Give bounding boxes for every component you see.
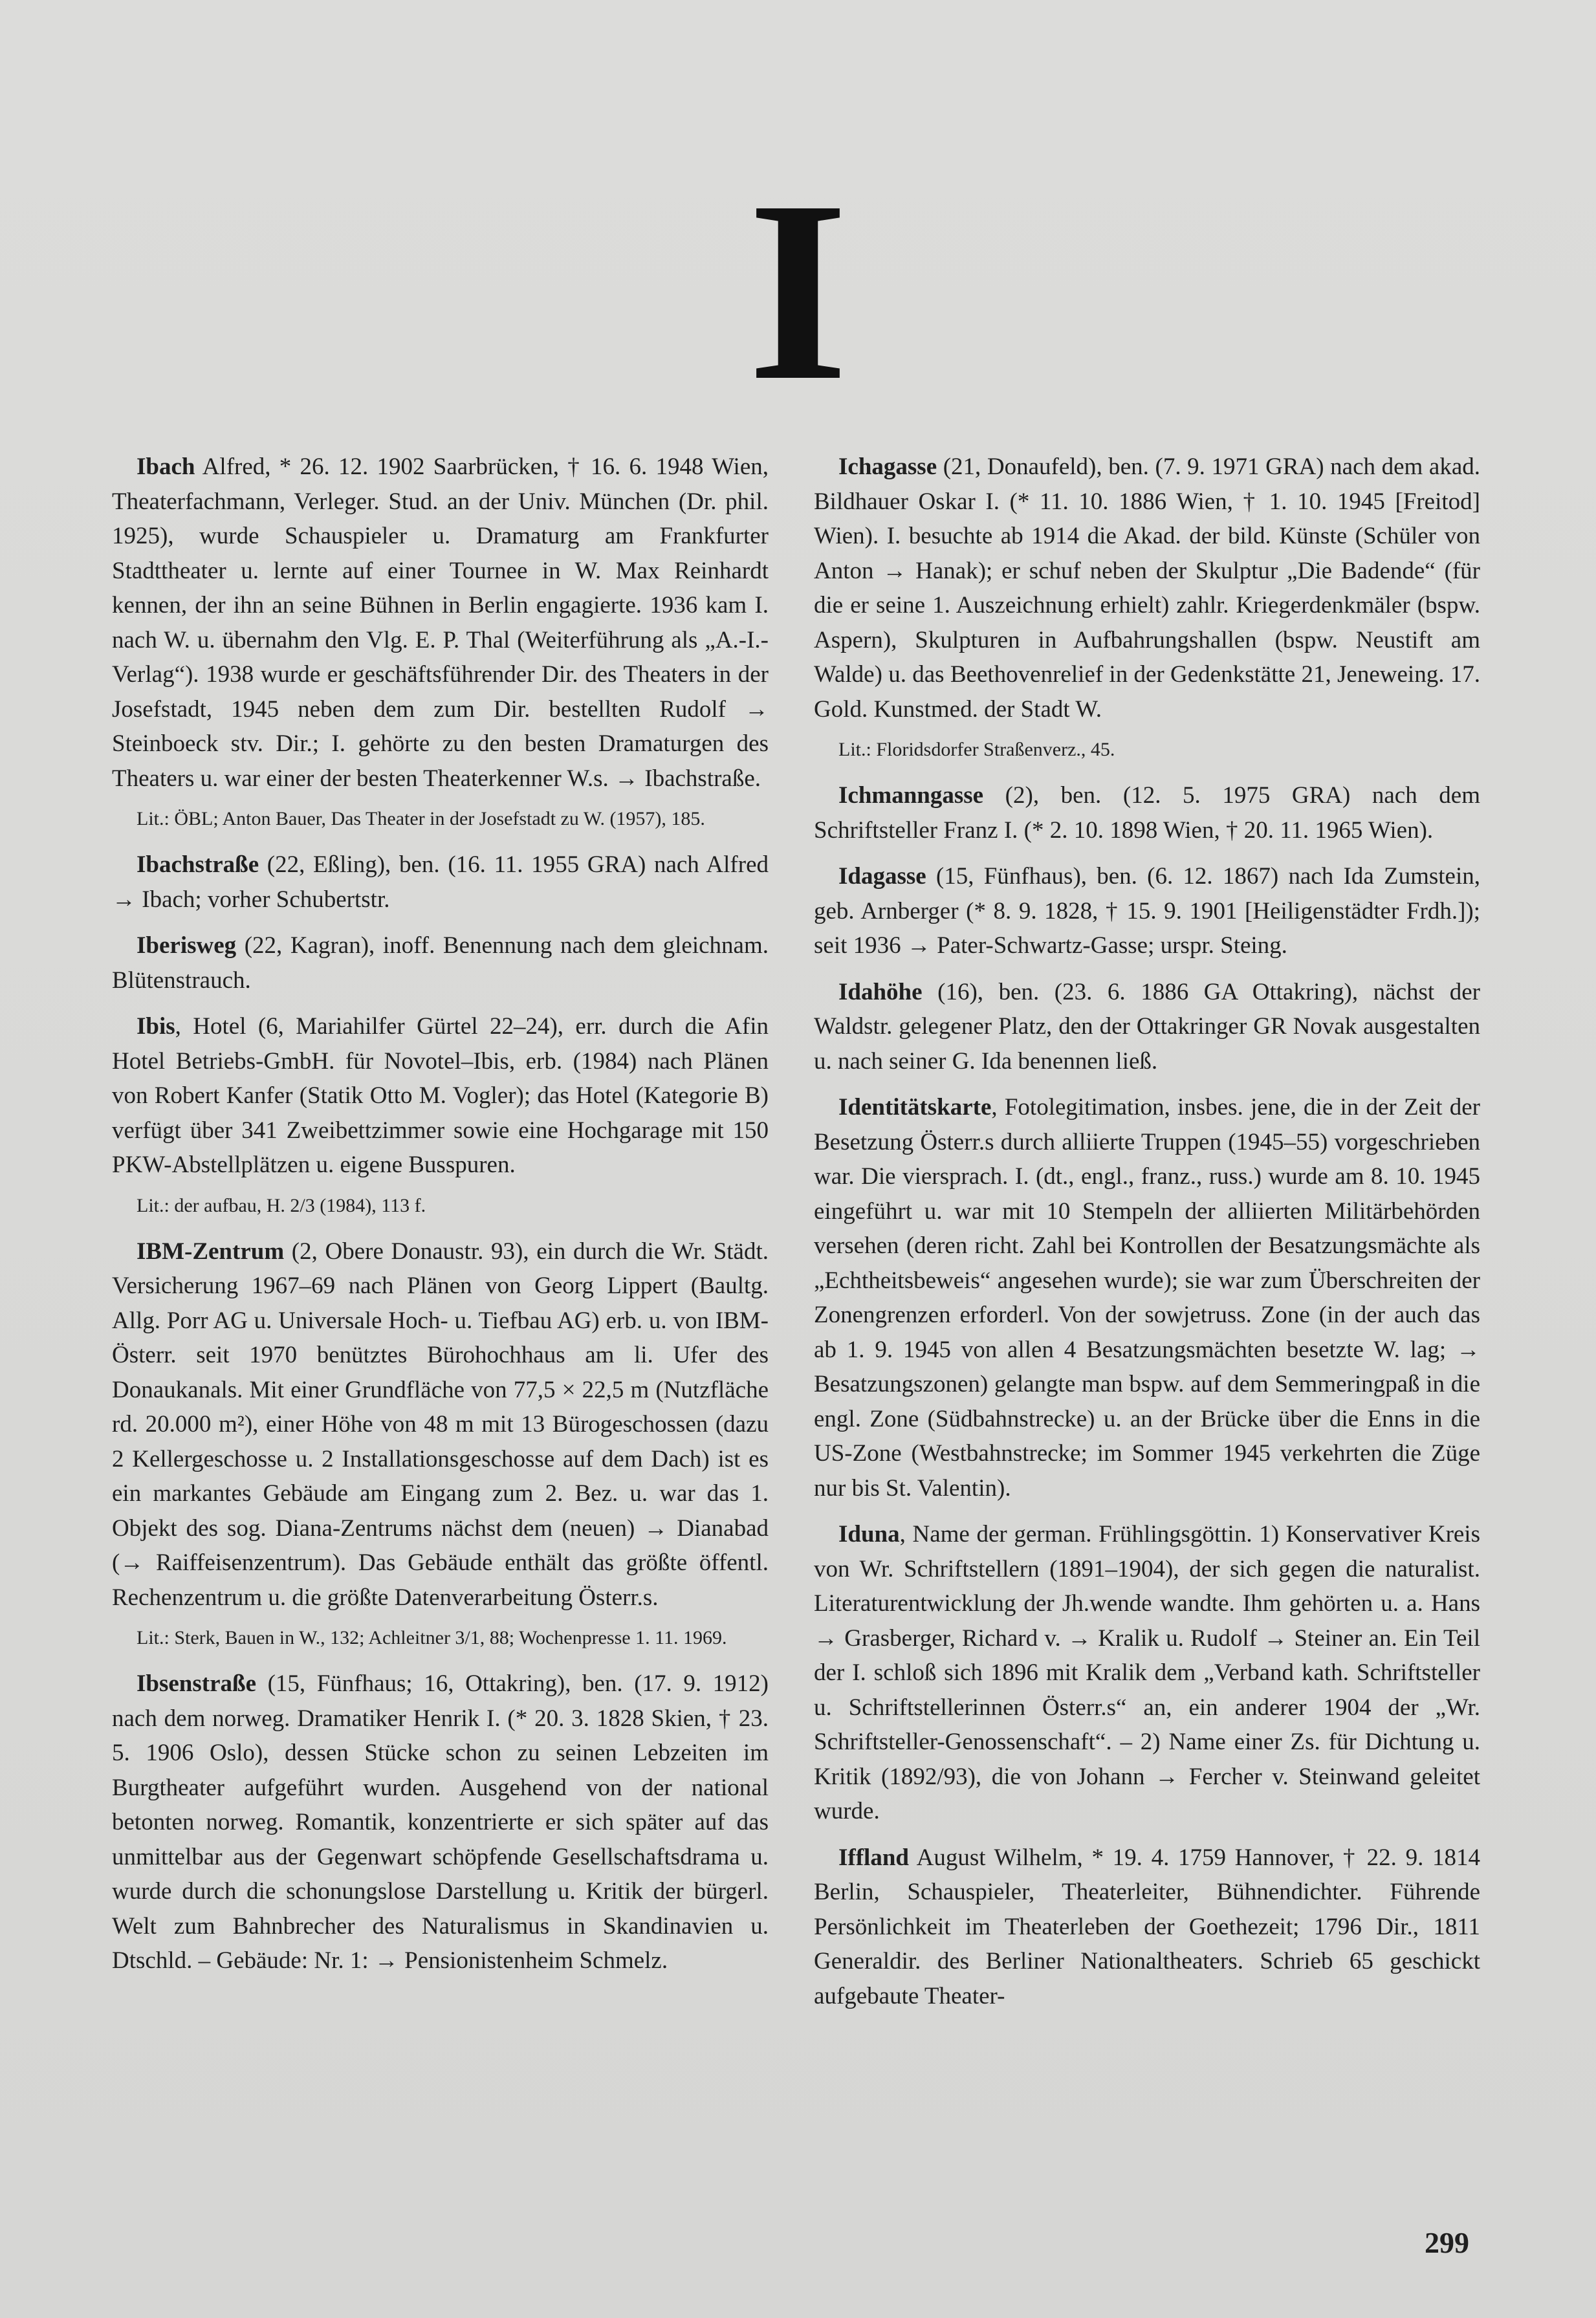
- entry-text: [814, 778, 1480, 847]
- entry-text: [814, 859, 1480, 963]
- entry-literature: Lit.: Sterk, Bauen in W., 132; Achleitner 3/1, 88; Wochenpresse 1. 11. 1969.: [137, 1627, 727, 1648]
- entry-literature: Lit.: der aufbau, H. 2/3 (1984), 113 f.: [137, 1194, 426, 1216]
- entry-text: [112, 1667, 769, 1978]
- dictionary-entry: [112, 1234, 769, 1615]
- dictionary-entry: [814, 778, 1480, 847]
- entry-headword: IBM-Zentrum: [137, 1238, 285, 1265]
- entry-text: [814, 975, 1480, 1079]
- dictionary-entry: [112, 1009, 769, 1183]
- entry-headword: Ibis: [137, 1013, 175, 1040]
- entry-headword: Iberisweg: [137, 932, 237, 959]
- dictionary-entry: [814, 1841, 1480, 2014]
- entry-body: August Wilhelm, * 19. 4. 1759 Hannover, † 22. 9. 1814 Berlin, Schauspieler, Theaterleiter, Bühnendichter. Führende Persönlichkeit im Theaterleben der Goethezeit; 1796 Dir., 1811 Generaldir. des Berliner Nationaltheaters. Schrieb 65 geschickt aufgebaute Theater-: [814, 1844, 1480, 2009]
- right-column: [814, 450, 1480, 2025]
- entry-text: [112, 1009, 769, 1183]
- entry-body: (15, Fünfhaus), ben. (6. 12. 1867) nach Ida Zumstein, geb. Arnberger (* 8. 9. 1828, † 15. 9. 1901 [Heiligenstädter Frdh.]); seit 1936 → Pater-Schwartz-Gasse; urspr. Steing.: [814, 863, 1480, 959]
- entry-text: [112, 847, 769, 917]
- entry-body: (22, Kagran), inoff. Benennung nach dem gleichnam. Blütenstrauch.: [112, 932, 769, 994]
- entry-text: [814, 1090, 1480, 1505]
- entry-body: (21, Donaufeld), ben. (7. 9. 1971 GRA) nach dem akad. Bildhauer Oskar I. (* 11. 10. 1886 Wien, † 1. 10. 1945 [Freitod] Wien). I. besuchte ab 1914 die Akad. der bild. Künste (Schüler von Anton → Hanak); er schuf neben der Skulptur „Die Badende“ (für die er seine 1. Auszeichnung erhielt) zahlr. Kriegerdenkmäler (bspw. Aspern), Skulpturen in Aufbahrungshallen (bspw. Neustift am Walde) u. das Beethovenrelief in der Gedenkstätte 21, Jeneweing. 17. Gold. Kunstmed. der Stadt W.: [814, 454, 1480, 723]
- entry-headword: Ibach: [137, 454, 195, 480]
- entry-literature: Lit.: ÖBL; Anton Bauer, Das Theater in der Josefstadt zu W. (1957), 185.: [137, 808, 705, 829]
- entry-headword: Ibachstraße: [137, 851, 259, 878]
- entry-text: [814, 1517, 1480, 1829]
- entry-text: [814, 1841, 1480, 2014]
- entry-body: , Hotel (6, Mariahilfer Gürtel 22–24), err. durch die Afin Hotel Betriebs-GmbH. für Novotel–Ibis, erb. (1984) nach Plänen von Robert Kanfer (Statik Otto M. Vogler); das Hotel (Kategorie B) verfügt über 341 Zweibettzimmer sowie eine Hochgarage mit 150 PKW-Abstellplätzen u. eigene Busspuren.: [112, 1013, 769, 1178]
- dictionary-entry: [814, 450, 1480, 727]
- section-letter: I: [747, 148, 849, 434]
- dictionary-entry: [814, 1517, 1480, 1829]
- dictionary-entry: [112, 450, 769, 796]
- entry-headword: Ichagasse: [838, 454, 937, 480]
- entry-body: (22, Eßling), ben. (16. 11. 1955 GRA) nach Alfred → Ibach; vorher Schubertstr.: [112, 851, 769, 913]
- page-number: 299: [1425, 2226, 1469, 2259]
- dictionary-entry: [814, 859, 1480, 963]
- entry-headword: Identitätskarte: [838, 1094, 992, 1121]
- entry-headword: Iduna: [838, 1521, 900, 1547]
- entry-headword: Idahöhe: [838, 978, 923, 1005]
- entry-text: [112, 450, 769, 796]
- entry-text: [112, 1234, 769, 1615]
- entry-body: (2), ben. (12. 5. 1975 GRA) nach dem Schriftsteller Franz I. (* 2. 10. 1898 Wien, † 20. 11. 1965 Wien).: [814, 782, 1480, 844]
- entry-body: , Fotolegitimation, insbes. jene, die in der Zeit der Besetzung Österr.s durch alliierte Truppen (1945–55) vorgeschrieben war. Die viersprach. I. (dt., engl., franz., russ.) wurde am 8. 10. 1945 eingeführt u. war mit 10 Stempeln der alliierten Militärbehörden versehen (deren richt. Zahl bei Kontrollen der Besatzungsmächte als „Echtheitsbeweis“ angesehen wurde); sie war zum Überschreiten der Zonengrenzen erforderl. Von der sowjetruss. Zone (in der auch das ab 1. 9. 1945 von allen 4 Besatzungsmächten besetzte W. lag; → Besatzungszonen) gelangte man bspw. auf dem Semmeringpaß in die engl. Zone (Südbahnstrecke) u. an der Brücke über die Enns in die US-Zone (Westbahnstrecke; im Sommer 1945 verkehrten die Züge nur bis St. Valentin).: [814, 1094, 1480, 1502]
- entry-body: Alfred, * 26. 12. 1902 Saarbrücken, † 16. 6. 1948 Wien, Theaterfachmann, Verleger. Stud. an der Univ. München (Dr. phil. 1925), wurde Schauspieler u. Dramaturg am Frankfurter Stadttheater u. lernte auf einer Tournee in W. Max Reinhardt kennen, der ihn an seine Bühnen in Berlin engagierte. 1936 kam I. nach W. u. übernahm den Vlg. E. P. Thal (Weiterführung als „A.-I.-Verlag“). 1938 wurde er geschäftsführender Dir. des Theaters in der Josefstadt, 1945 neben dem zum Dir. bestellten Rudolf → Steinboeck stv. Dir.; I. gehörte zu den besten Dramaturgen des Theaters u. war einer der besten Theaterkenner W.s. → Ibachstraße.: [112, 454, 769, 792]
- entry-headword: Ichmanngasse: [838, 782, 984, 809]
- entry-body: (2, Obere Donaustr. 93), ein durch die Wr. Städt. Versicherung 1967–69 nach Plänen von Georg Lippert (Baultg. Allg. Porr AG u. Universale Hoch- u. Tiefbau AG) erb. u. von IBM-Österr. seit 1970 benütztes Bürohochhaus am li. Ufer des Donaukanals. Mit einer Grundfläche von 77,5 × 22,5 m (Nutzfläche rd. 20.000 m²), einer Höhe von 48 m mit 13 Bürogeschossen (dazu 2 Kellergeschosse u. 2 Installationsgeschosse auf dem Dach) ist es ein markantes Gebäude am Eingang zum 2. Bez. u. war das 1. Objekt des sog. Diana-Zentrums nächst dem (neuen) → Dianabad (→ Raiffeisenzentrum). Das Gebäude enthält das größte öffentl. Rechenzentrum u. die größte Datenverarbeitung Österr.s.: [112, 1238, 769, 1611]
- dictionary-entry: [112, 928, 769, 998]
- dictionary-entry: [814, 975, 1480, 1079]
- entry-headword: Idagasse: [838, 863, 926, 890]
- dictionary-entry: [112, 847, 769, 917]
- entry-body: (16), ben. (23. 6. 1886 GA Ottakring), nächst der Waldstr. gelegener Platz, den der Ottakringer GR Novak ausgestalten u. nach seiner G. Ida benennen ließ.: [814, 978, 1480, 1075]
- entry-literature: Lit.: Floridsdorfer Straßenverz., 45.: [838, 739, 1115, 760]
- left-column: [112, 450, 769, 1990]
- entry-body: , Name der german. Frühlingsgöttin. 1) Konservativer Kreis von Wr. Schriftstellern (1891–1904), der sich gegen die naturalist. Literaturentwicklung der Jh.wende wandte. Ihm gehörten u. a. Hans → Grasberger, Richard v. → Kralik u. Rudolf → Steiner an. Ein Teil der I. schloß sich 1896 mit Kralik dem „Verband kath. Schriftsteller u. Schriftstellerinnen Österr.s“ an, ein anderer 1904 der „Wr. Schriftsteller-Genossenschaft“. – 2) Name einer Zs. für Dichtung u. Kritik (1892/93), die von Johann → Fercher v. Steinwand geleitet wurde.: [814, 1521, 1480, 1824]
- dictionary-entry: [814, 1090, 1480, 1505]
- entry-headword: Ibsenstraße: [137, 1670, 257, 1697]
- dictionary-entry: [112, 1667, 769, 1978]
- entry-text: [814, 450, 1480, 727]
- entry-body: (15, Fünfhaus; 16, Ottakring), ben. (17. 9. 1912) nach dem norweg. Dramatiker Henrik I. (* 20. 3. 1828 Skien, † 23. 5. 1906 Oslo), dessen Stücke schon zu seinen Lebzeiten im Burgtheater aufgeführt wurden. Ausgehend von der national betonten norweg. Romantik, konzentrierte er sich später auf das unmittelbar aus der Gegenwart schöpfende Gesellschaftsdrama u. wurde durch die schonungslose Darstellung u. Kritik der bürgerl. Welt zum Bahnbrecher des Naturalismus in Skandinavien u. Dtschld. – Gebäude: Nr. 1: → Pensionistenheim Schmelz.: [112, 1670, 769, 1974]
- entry-text: [112, 928, 769, 998]
- entry-headword: Iffland: [838, 1844, 909, 1871]
